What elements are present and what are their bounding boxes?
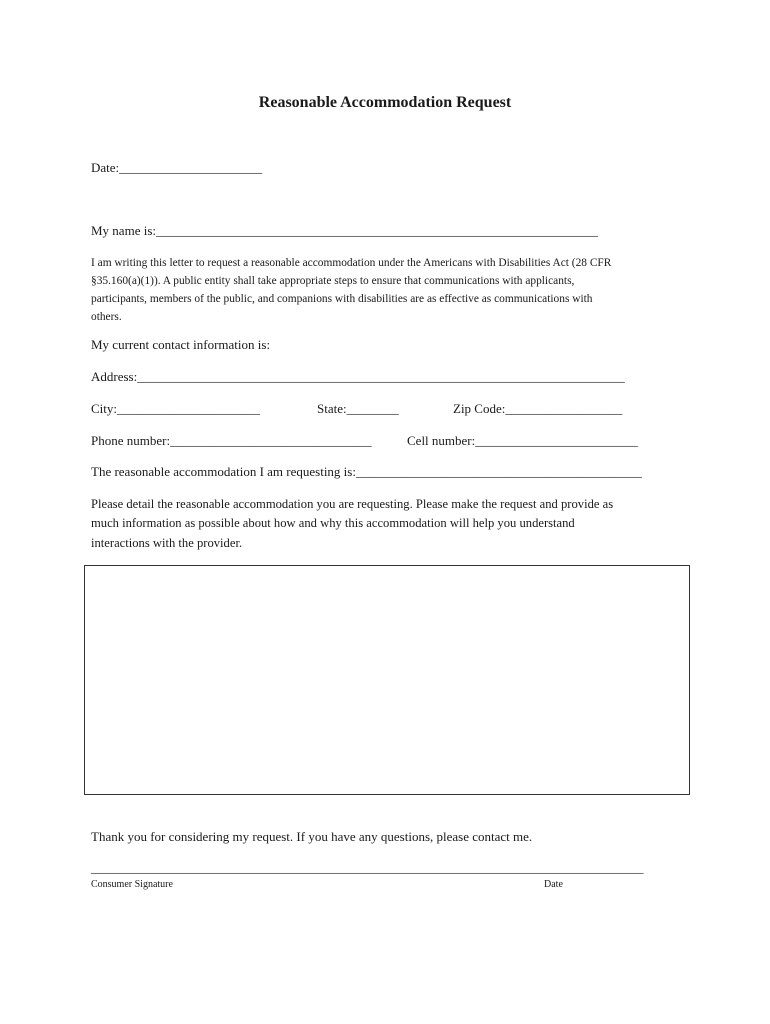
- cell-number-field[interactable]: Cell number:_________________________: [407, 433, 638, 448]
- detail-line: much information as possible about how and why this accommodation will help you understand: [91, 516, 575, 531]
- intro-line: others.: [91, 311, 122, 323]
- contact-heading: My current contact information is:: [91, 337, 271, 352]
- name-field[interactable]: My name is:____________________________________________________________________: [91, 223, 598, 238]
- date-field[interactable]: Date:______________________: [91, 160, 263, 175]
- date-label: Date: [544, 879, 563, 890]
- intro-paragraph: [91, 254, 681, 326]
- city-field[interactable]: City:______________________: [91, 401, 261, 416]
- phone-number-field[interactable]: Phone number:_______________________________: [91, 433, 372, 448]
- accommodation-detail-box[interactable]: [84, 565, 690, 795]
- page-title: Reasonable Accommodation Request: [258, 94, 512, 111]
- thank-you-text: Thank you for considering my request. If you have any questions, please contact me.: [91, 829, 533, 844]
- intro-line: §35.160(a)(1)). A public entity shall take appropriate steps to ensure that communications with applicants,: [91, 275, 575, 287]
- consumer-signature-label: Consumer Signature: [91, 879, 173, 890]
- detail-line: interactions with the provider.: [91, 535, 243, 550]
- address-field[interactable]: Address:___________________________________________________________________________: [91, 369, 625, 384]
- detail-instructions: [91, 495, 691, 553]
- zip-code-field[interactable]: Zip Code:__________________: [453, 401, 623, 416]
- detail-line: Please detail the reasonable accommodation you are requesting. Please make the request and provide as: [91, 497, 614, 511]
- intro-line: participants, members of the public, and companions with disabilities are as effective as communications with: [91, 293, 593, 305]
- signature-field[interactable]: _____________________________________________________________________________________: [91, 860, 644, 875]
- state-field[interactable]: State:________: [317, 401, 399, 416]
- accommodation-requested-field[interactable]: The reasonable accommodation I am requesting is:____________________________________________: [91, 464, 642, 479]
- intro-line: I am writing this letter to request a reasonable accommodation under the Americans with Disabilities Act (28 CFR: [91, 257, 612, 269]
